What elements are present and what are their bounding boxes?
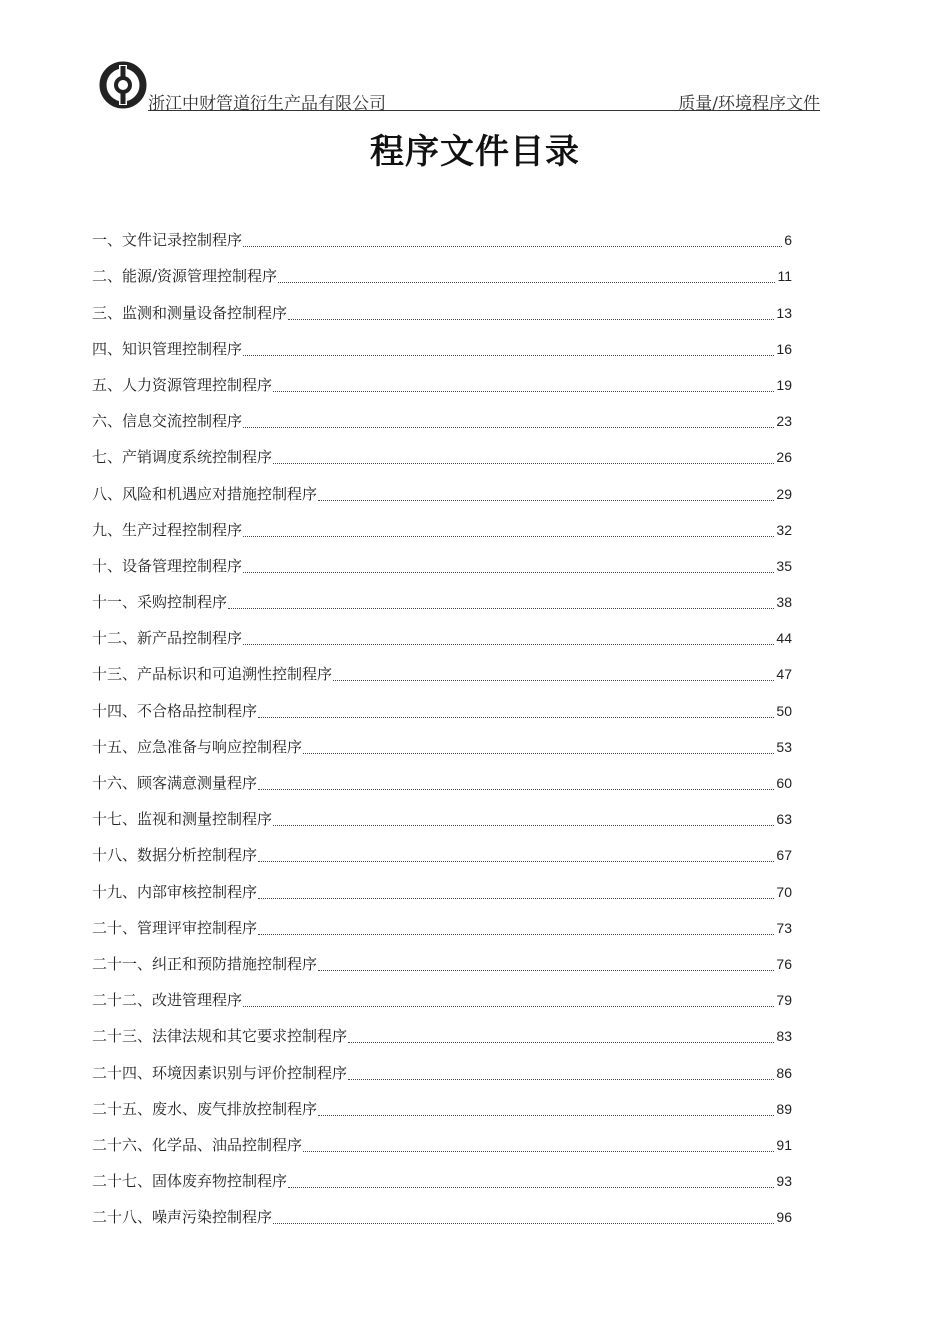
- toc-entry-page: 13: [776, 304, 792, 321]
- toc-entry-label: 二十一、纠正和预防措施控制程序: [92, 954, 318, 973]
- toc-entry[interactable]: [92, 548, 792, 584]
- toc-entry-label: 十四、不合格品控制程序: [92, 701, 258, 720]
- toc-entry[interactable]: [92, 222, 792, 258]
- toc-dot-leader: [273, 825, 774, 826]
- toc-dot-leader: [318, 970, 774, 971]
- toc-dot-leader: [288, 319, 774, 320]
- toc-entry[interactable]: [92, 584, 792, 620]
- toc-entry-label: 三、监测和测量设备控制程序: [92, 303, 288, 322]
- toc-entry-page: 83: [776, 1028, 792, 1045]
- toc-dot-leader: [278, 282, 775, 283]
- toc-entry-page: 29: [776, 485, 792, 502]
- toc-dot-leader: [333, 680, 774, 681]
- toc-entry[interactable]: [92, 656, 792, 692]
- toc-entry-page: 63: [776, 811, 792, 828]
- toc-entry[interactable]: [92, 801, 792, 837]
- page-header: [98, 60, 820, 112]
- toc-entry[interactable]: [92, 439, 792, 475]
- toc-entry-label: 十六、顾客满意测量程序: [92, 774, 258, 792]
- toc-entry-page: 73: [776, 919, 792, 936]
- toc-entry[interactable]: [92, 910, 792, 946]
- toc-entry-label: 十八、数据分析控制程序: [92, 846, 258, 865]
- toc-entry-page: 89: [776, 1100, 792, 1117]
- toc-entry-page: 60: [776, 775, 792, 791]
- toc-entry-label: 二、能源/资源管理控制程序: [92, 267, 278, 286]
- toc-entry-label: 二十四、环境因素识别与评价控制程序: [92, 1063, 348, 1082]
- toc-entry-page: 76: [776, 955, 792, 972]
- toc-dot-leader: [258, 934, 774, 935]
- company-name: 浙江中财管道衍生产品有限公司: [148, 94, 386, 114]
- toc-entry-page: 26: [776, 449, 792, 466]
- toc-entry-page: 44: [776, 630, 792, 647]
- toc-entry[interactable]: [92, 765, 792, 801]
- toc-entry-label: 八、风险和机遇应对措施控制程序: [92, 484, 318, 503]
- company-logo-icon: [98, 60, 148, 110]
- toc-dot-leader: [258, 789, 774, 790]
- toc-dot-leader: [318, 500, 774, 501]
- toc-entry[interactable]: [92, 729, 792, 765]
- toc-entry-page: 70: [776, 883, 792, 900]
- toc-entry-label: 十九、内部审核控制程序: [92, 882, 258, 901]
- toc-entry-label: 二十三、法律法规和其它要求控制程序: [92, 1027, 348, 1046]
- toc-entry[interactable]: [92, 258, 792, 294]
- toc-entry[interactable]: [92, 837, 792, 873]
- toc-entry-page: 32: [776, 521, 792, 538]
- toc-entry[interactable]: [92, 1127, 792, 1163]
- toc-entry-label: 二十七、固体废弃物控制程序: [92, 1172, 288, 1191]
- toc-entry-label: 二十六、化学品、油品控制程序: [92, 1135, 303, 1154]
- toc-entry[interactable]: [92, 620, 792, 656]
- toc-entry-page: 50: [776, 702, 792, 719]
- toc-dot-leader: [243, 427, 774, 428]
- toc-entry-page: 93: [776, 1173, 792, 1190]
- toc-dot-leader: [303, 1151, 774, 1152]
- toc-entry-label: 十三、产品标识和可追溯性控制程序: [92, 665, 333, 684]
- toc-entry[interactable]: [92, 403, 792, 439]
- toc-entry-page: 47: [776, 666, 792, 683]
- toc-entry-label: 十五、应急准备与响应控制程序: [92, 737, 303, 756]
- toc-entry[interactable]: [92, 294, 792, 330]
- toc-dot-leader: [273, 463, 774, 464]
- toc-entry-page: 86: [776, 1064, 792, 1081]
- toc-dot-leader: [273, 1223, 774, 1224]
- toc-dot-leader: [243, 644, 774, 645]
- toc-entry[interactable]: [92, 946, 792, 982]
- toc-entry-page: 91: [776, 1136, 792, 1153]
- toc-entry-label: 十七、监视和测量控制程序: [92, 810, 273, 829]
- toc-entry[interactable]: [92, 512, 792, 548]
- toc-entry-label: 七、产销调度系统控制程序: [92, 448, 273, 467]
- toc-entry-label: 六、信息交流控制程序: [92, 412, 243, 431]
- toc-dot-leader: [288, 1187, 774, 1188]
- toc-entry-label: 九、生产过程控制程序: [92, 520, 243, 539]
- toc-entry-page: 35: [776, 557, 792, 574]
- toc-entry-page: 23: [776, 413, 792, 430]
- toc-entry-label: 一、文件记录控制程序: [92, 231, 243, 250]
- toc-entry-page: 6: [784, 232, 792, 249]
- toc-entry-page: 11: [777, 268, 792, 285]
- toc-entry-page: 96: [776, 1209, 792, 1226]
- toc-dot-leader: [348, 1079, 774, 1080]
- header-rule: [148, 110, 820, 111]
- toc-dot-leader: [243, 355, 774, 356]
- toc-dot-leader: [258, 861, 774, 862]
- toc-entry-label: 五、人力资源管理控制程序: [92, 375, 273, 394]
- toc-entry-label: 二十、管理评审控制程序: [92, 918, 258, 937]
- toc-dot-leader: [243, 536, 774, 537]
- toc-entry-label: 十二、新产品控制程序: [92, 629, 243, 648]
- toc-entry-label: 二十五、废水、废气排放控制程序: [92, 1099, 318, 1118]
- toc-entry-page: 19: [776, 376, 792, 393]
- toc-entry-label: 二十二、改进管理程序: [92, 991, 243, 1010]
- toc-dot-leader: [318, 1115, 774, 1116]
- toc-entry-label: 二十八、噪声污染控制程序: [92, 1208, 273, 1227]
- toc-entry[interactable]: [92, 367, 792, 403]
- toc-dot-leader: [243, 572, 774, 573]
- toc-entry-page: 67: [776, 847, 792, 864]
- document-type: 质量/环境程序文件: [678, 94, 820, 114]
- toc-entry-page: 79: [776, 992, 792, 1009]
- toc-entry-label: 十一、采购控制程序: [92, 593, 228, 612]
- toc-entry-page: 38: [776, 594, 792, 611]
- toc-entry-label: 十、设备管理控制程序: [92, 556, 243, 575]
- toc-entry-page: 53: [776, 738, 792, 755]
- toc-entry[interactable]: [92, 1199, 792, 1235]
- toc-entry[interactable]: [92, 1163, 792, 1199]
- toc-dot-leader: [228, 608, 774, 609]
- toc-entry[interactable]: [92, 1054, 792, 1090]
- toc-entry[interactable]: [92, 873, 792, 909]
- toc-entry[interactable]: [92, 1091, 792, 1127]
- toc-dot-leader: [243, 246, 782, 247]
- toc-dot-leader: [243, 1006, 774, 1007]
- toc-entry-page: 16: [776, 340, 792, 357]
- toc-dot-leader: [258, 898, 774, 899]
- toc-dot-leader: [258, 717, 774, 718]
- toc-dot-leader: [273, 391, 774, 392]
- page-title: 程序文件目录: [370, 132, 580, 172]
- toc-entry-label: 四、知识管理控制程序: [92, 339, 243, 358]
- toc-dot-leader: [348, 1042, 774, 1043]
- toc-entry[interactable]: [92, 475, 792, 511]
- toc-entry[interactable]: [92, 331, 792, 367]
- toc-entry[interactable]: [92, 1018, 792, 1054]
- toc-entry[interactable]: [92, 982, 792, 1018]
- toc-dot-leader: [303, 753, 774, 754]
- table-of-contents: [92, 222, 792, 1235]
- toc-entry[interactable]: [92, 692, 792, 728]
